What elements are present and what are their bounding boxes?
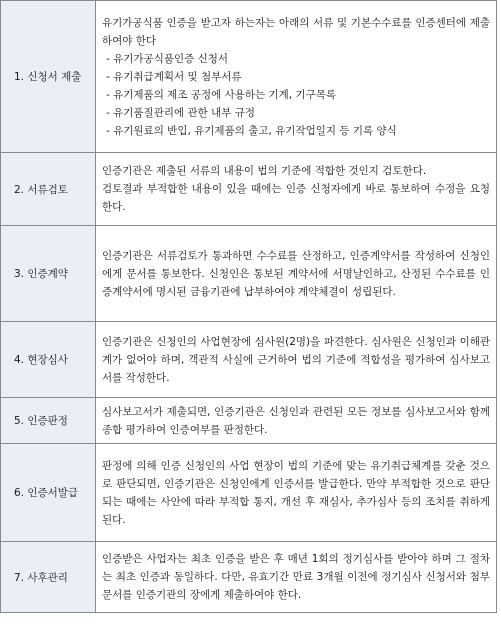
step-description [96,542,497,613]
step-paragraph: 검토결과 부적합한 내용이 있을 때에는 인증 신청자에게 바로 통보하여 수정을 요청한다. [102,183,490,213]
step-label: 4. 현장심사 [1,322,96,398]
required-documents-list [102,50,490,140]
step-description [96,226,497,322]
step-label: 6. 인증서발급 [1,444,96,542]
step-description [96,322,497,398]
step-description [96,1,497,153]
list-item: - 유기품질관리에 관한 내부 규정 [106,106,255,119]
step-label: 1. 신청서 제출 [1,1,96,153]
step-description [96,153,497,226]
step-label: 3. 인증계약 [1,226,96,322]
table-row [1,542,497,613]
step-paragraph: 판정에 의해 인증 신청인의 사업 현장이 법의 기준에 맞는 유기취급체계를 갖춘 것으로 판단되면, 인증기관은 신청인에게 인증서를 발급한다. 만약 부적합한 것으로 판단되는 때에는 사안에 따라 부적합 통지, 개선 후 재심사, 추가심사 등의 조치를 취하게 된다. [102,459,490,526]
table-row [1,153,497,226]
table-row [1,322,497,398]
step-paragraph: 인증기관은 서류검토가 통과하면 수수료를 산정하고, 인증계약서를 작성하여 신청인에게 문서를 통보한다. 신청인은 통보된 계약서에 서명날인하고, 산정된 수수료를 인증계약서에 명시된 금융기관에 납부하여야 계약체결이 성립된다. [102,249,490,298]
step-label: 5. 인증판정 [1,398,96,444]
step-label: 7. 사후관리 [1,542,96,613]
step-paragraph: 심사보고서가 제출되면, 인증기관은 신청인과 관련된 모든 정보를 심사보고서와 함께 종합 평가하여 인증여부를 판정한다. [102,405,490,436]
step-paragraph: 인증기관은 제출된 서류의 내용이 법의 기준에 적합한 것인지 검토한다. [102,165,427,177]
table-row [1,444,497,542]
step-paragraph: 유기가공식품 인증을 받고자 하는자는 아래의 서류 및 기본수수료를 인증센터에 제출하여야 한다 [102,16,490,47]
step-description [96,398,497,444]
table-row [1,1,497,153]
list-item: - 유기가공식품인증 신청서 [106,52,229,65]
table-row [1,398,497,444]
step-description [96,444,497,542]
list-item: - 유기원료의 반입, 유기제품의 출고, 유기작업일지 등 기록 양식 [106,124,397,137]
step-paragraph: 인증받은 사업자는 최초 인증을 받은 후 매년 1회의 정기심사를 받아야 하며 그 절차는 최초 인증과 동일하다. 다만, 유효기간 만료 3개월 이전에 정기심사 신청서와 첨부문서를 인증기관의 장에게 제출하여야 한다. [102,553,490,601]
table-row [1,226,497,322]
step-label: 2. 서류검토 [1,153,96,226]
list-item: - 유기제품의 제조 공정에 사용하는 기계, 기구목록 [106,88,337,101]
list-item: - 유기취급계획서 및 첨부서류 [106,70,242,83]
step-paragraph: 인증기관은 신청인의 사업현장에 심사원(2명)을 파견한다. 심사원은 신청인과 이해관계가 없어야 하며, 객관적 사실에 근거하여 법의 기준에 적합성을 평가하여 심사보고서를 작성한다. [102,335,490,384]
